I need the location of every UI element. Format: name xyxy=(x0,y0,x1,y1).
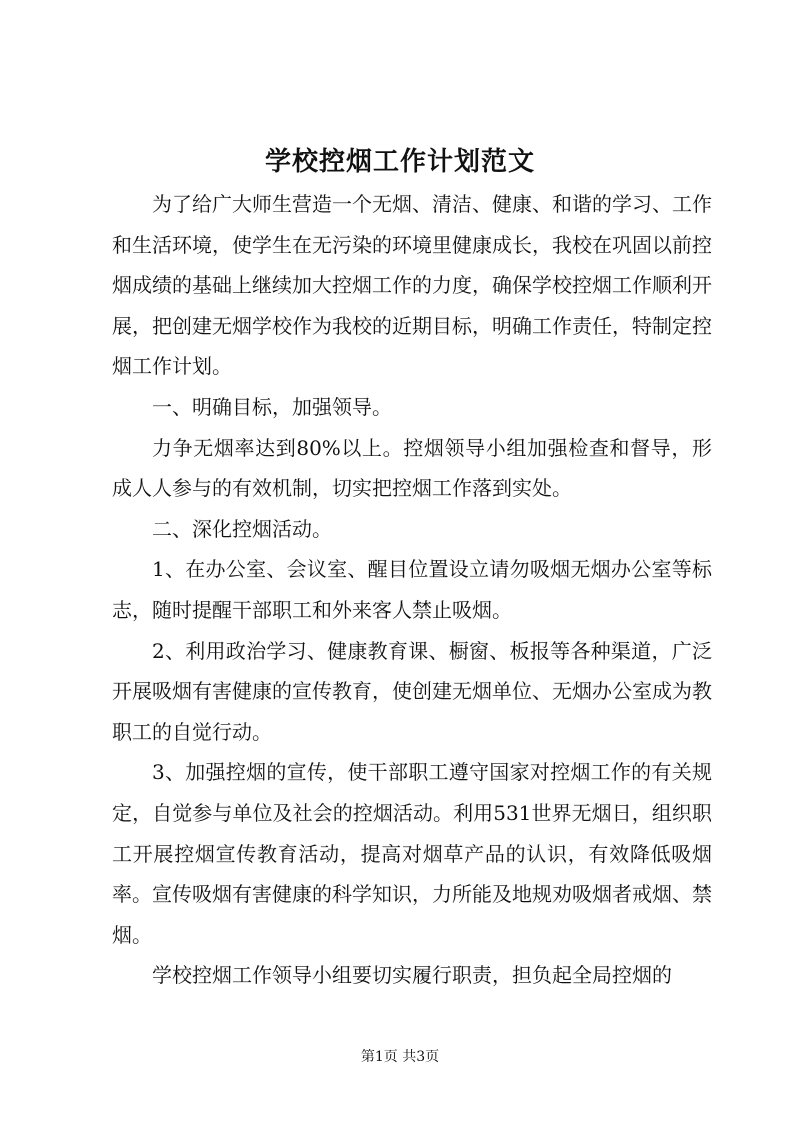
paragraph-goal: 力争无烟率达到80%以上。控烟领导小组加强检查和督导，形成人人参与的有效机制，切实把控烟工作落到实处。 xyxy=(112,435,712,501)
document-body xyxy=(112,184,712,996)
section-heading-1: 一、明确目标，加强领导。 xyxy=(152,394,392,419)
paragraph-item-1: 1、在办公室、会议室、醒目位置设立请勿吸烟无烟办公室等标志，随时提醒干部职工和外来客人禁止吸烟。 xyxy=(112,557,712,622)
paragraph-item-3: 3、加强控烟的宣传，使干部职工遵守国家对控烟工作的有关规定，自觉参与单位及社会的控烟活动。利用531世界无烟日，组织职工开展控烟宣传教育活动，提高对烟草产品的认识，有效降低吸烟率。宣传吸烟有害健康的科学知识，力所能及地规劝吸烟者戒烟、禁烟。 xyxy=(112,760,712,947)
paragraph-intro: 为了给广大师生营造一个无烟、清洁、健康、和谐的学习、工作和生活环境，使学生在无污染的环境里健康成长，我校在巩固以前控烟成绩的基础上继续加大控烟工作的力度，确保学校控烟工作顺利开展，把创建无烟学校作为我校的近期目标，明确工作责任，特制定控烟工作计划。 xyxy=(112,192,712,379)
paragraph-item-2: 2、利用政治学习、健康教育课、橱窗、板报等各种渠道，广泛开展吸烟有害健康的宣传教育，使创建无烟单位、无烟办公室成为教职工的自觉行动。 xyxy=(112,638,712,744)
document-title: 学校控烟工作计划范文 xyxy=(264,147,535,177)
paragraph-closing: 学校控烟工作领导小组要切实履行职责，担负起全局控烟的 xyxy=(152,963,672,988)
section-heading-2: 二、深化控烟活动。 xyxy=(152,516,332,541)
page-footer: 第1页 共3页 xyxy=(360,1049,440,1065)
